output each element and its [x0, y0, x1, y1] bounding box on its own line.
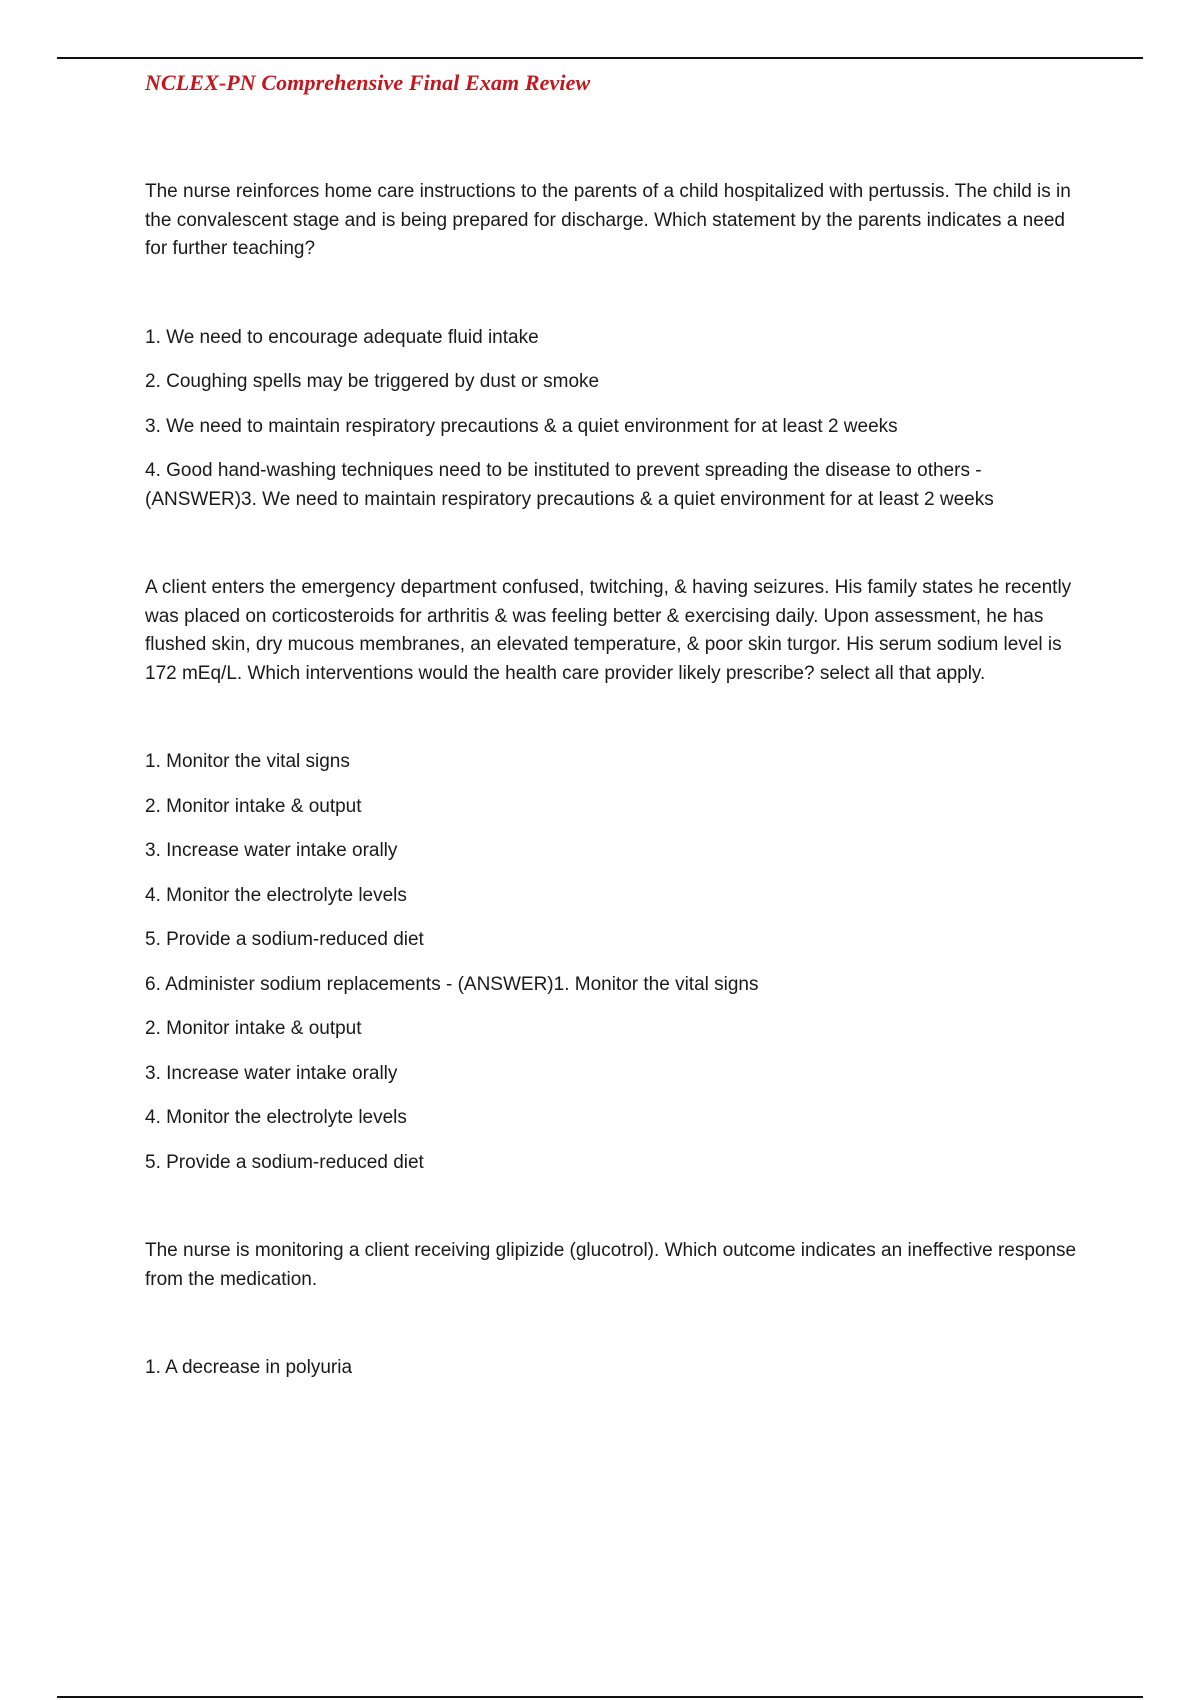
question-options-2	[145, 748, 1085, 1177]
option-item: 2. Monitor intake & output	[145, 1018, 362, 1039]
option-item: 5. Provide a sodium-reduced diet	[145, 929, 424, 950]
document-body	[145, 178, 1085, 1443]
bottom-rule	[57, 1696, 1143, 1698]
option-item: 4. Monitor the electrolyte levels	[145, 1107, 407, 1128]
question-stem-1: The nurse reinforces home care instructions to the parents of a child hospitalized with pertussis. The child is in the convalescent stage and is being prepared for discharge. Which statement by the parents indicates a need for further teaching?	[145, 181, 1071, 259]
question-options-1	[145, 324, 1085, 515]
option-item: 2. Monitor intake & output	[145, 795, 362, 817]
option-item: 4. Good hand-washing techniques need to be instituted to prevent spreading the disease to others - (ANSWER)3. We need to maintain respiratory precautions & a quiet environment for at least 2 weeks	[145, 460, 994, 510]
question-stem-2: A client enters the emergency department confused, twitching, & having seizures. His family states he recently was placed on corticosteroids for arthritis & was feeling better & exercising daily. Upon assessment, he has flushed skin, dry mucous membranes, an elevated temperature, & poor skin turgor. His serum sodium level is 172 mEq/L. Which interventions would the health care provider likely prescribe? select all that apply.	[145, 577, 1072, 684]
option-item: 5. Provide a sodium-reduced diet	[145, 1151, 424, 1173]
question-stem-3: The nurse is monitoring a client receiving glipizide (glucotrol). Which outcome indicates an ineffective response from the medication.	[145, 1240, 1077, 1290]
option-item: 6. Administer sodium replacements - (ANSWER)1. Monitor the vital signs	[145, 973, 759, 995]
option-item: 3. Increase water intake orally	[145, 840, 398, 861]
question-options-3	[145, 1354, 1085, 1383]
option-item: 1. We need to encourage adequate fluid intake	[145, 326, 539, 348]
option-item: 3. Increase water intake orally	[145, 1062, 398, 1084]
option-item: 3. We need to maintain respiratory precautions & a quiet environment for at least 2 weeks	[145, 415, 898, 437]
option-item: 1. A decrease in polyuria	[145, 1357, 353, 1378]
option-item: 2. Coughing spells may be triggered by dust or smoke	[145, 371, 600, 392]
option-item: 1. Monitor the vital signs	[145, 751, 350, 772]
document-title: NCLEX-PN Comprehensive Final Exam Review	[145, 70, 591, 95]
top-rule	[57, 57, 1143, 59]
option-item: 4. Monitor the electrolyte levels	[145, 884, 407, 906]
